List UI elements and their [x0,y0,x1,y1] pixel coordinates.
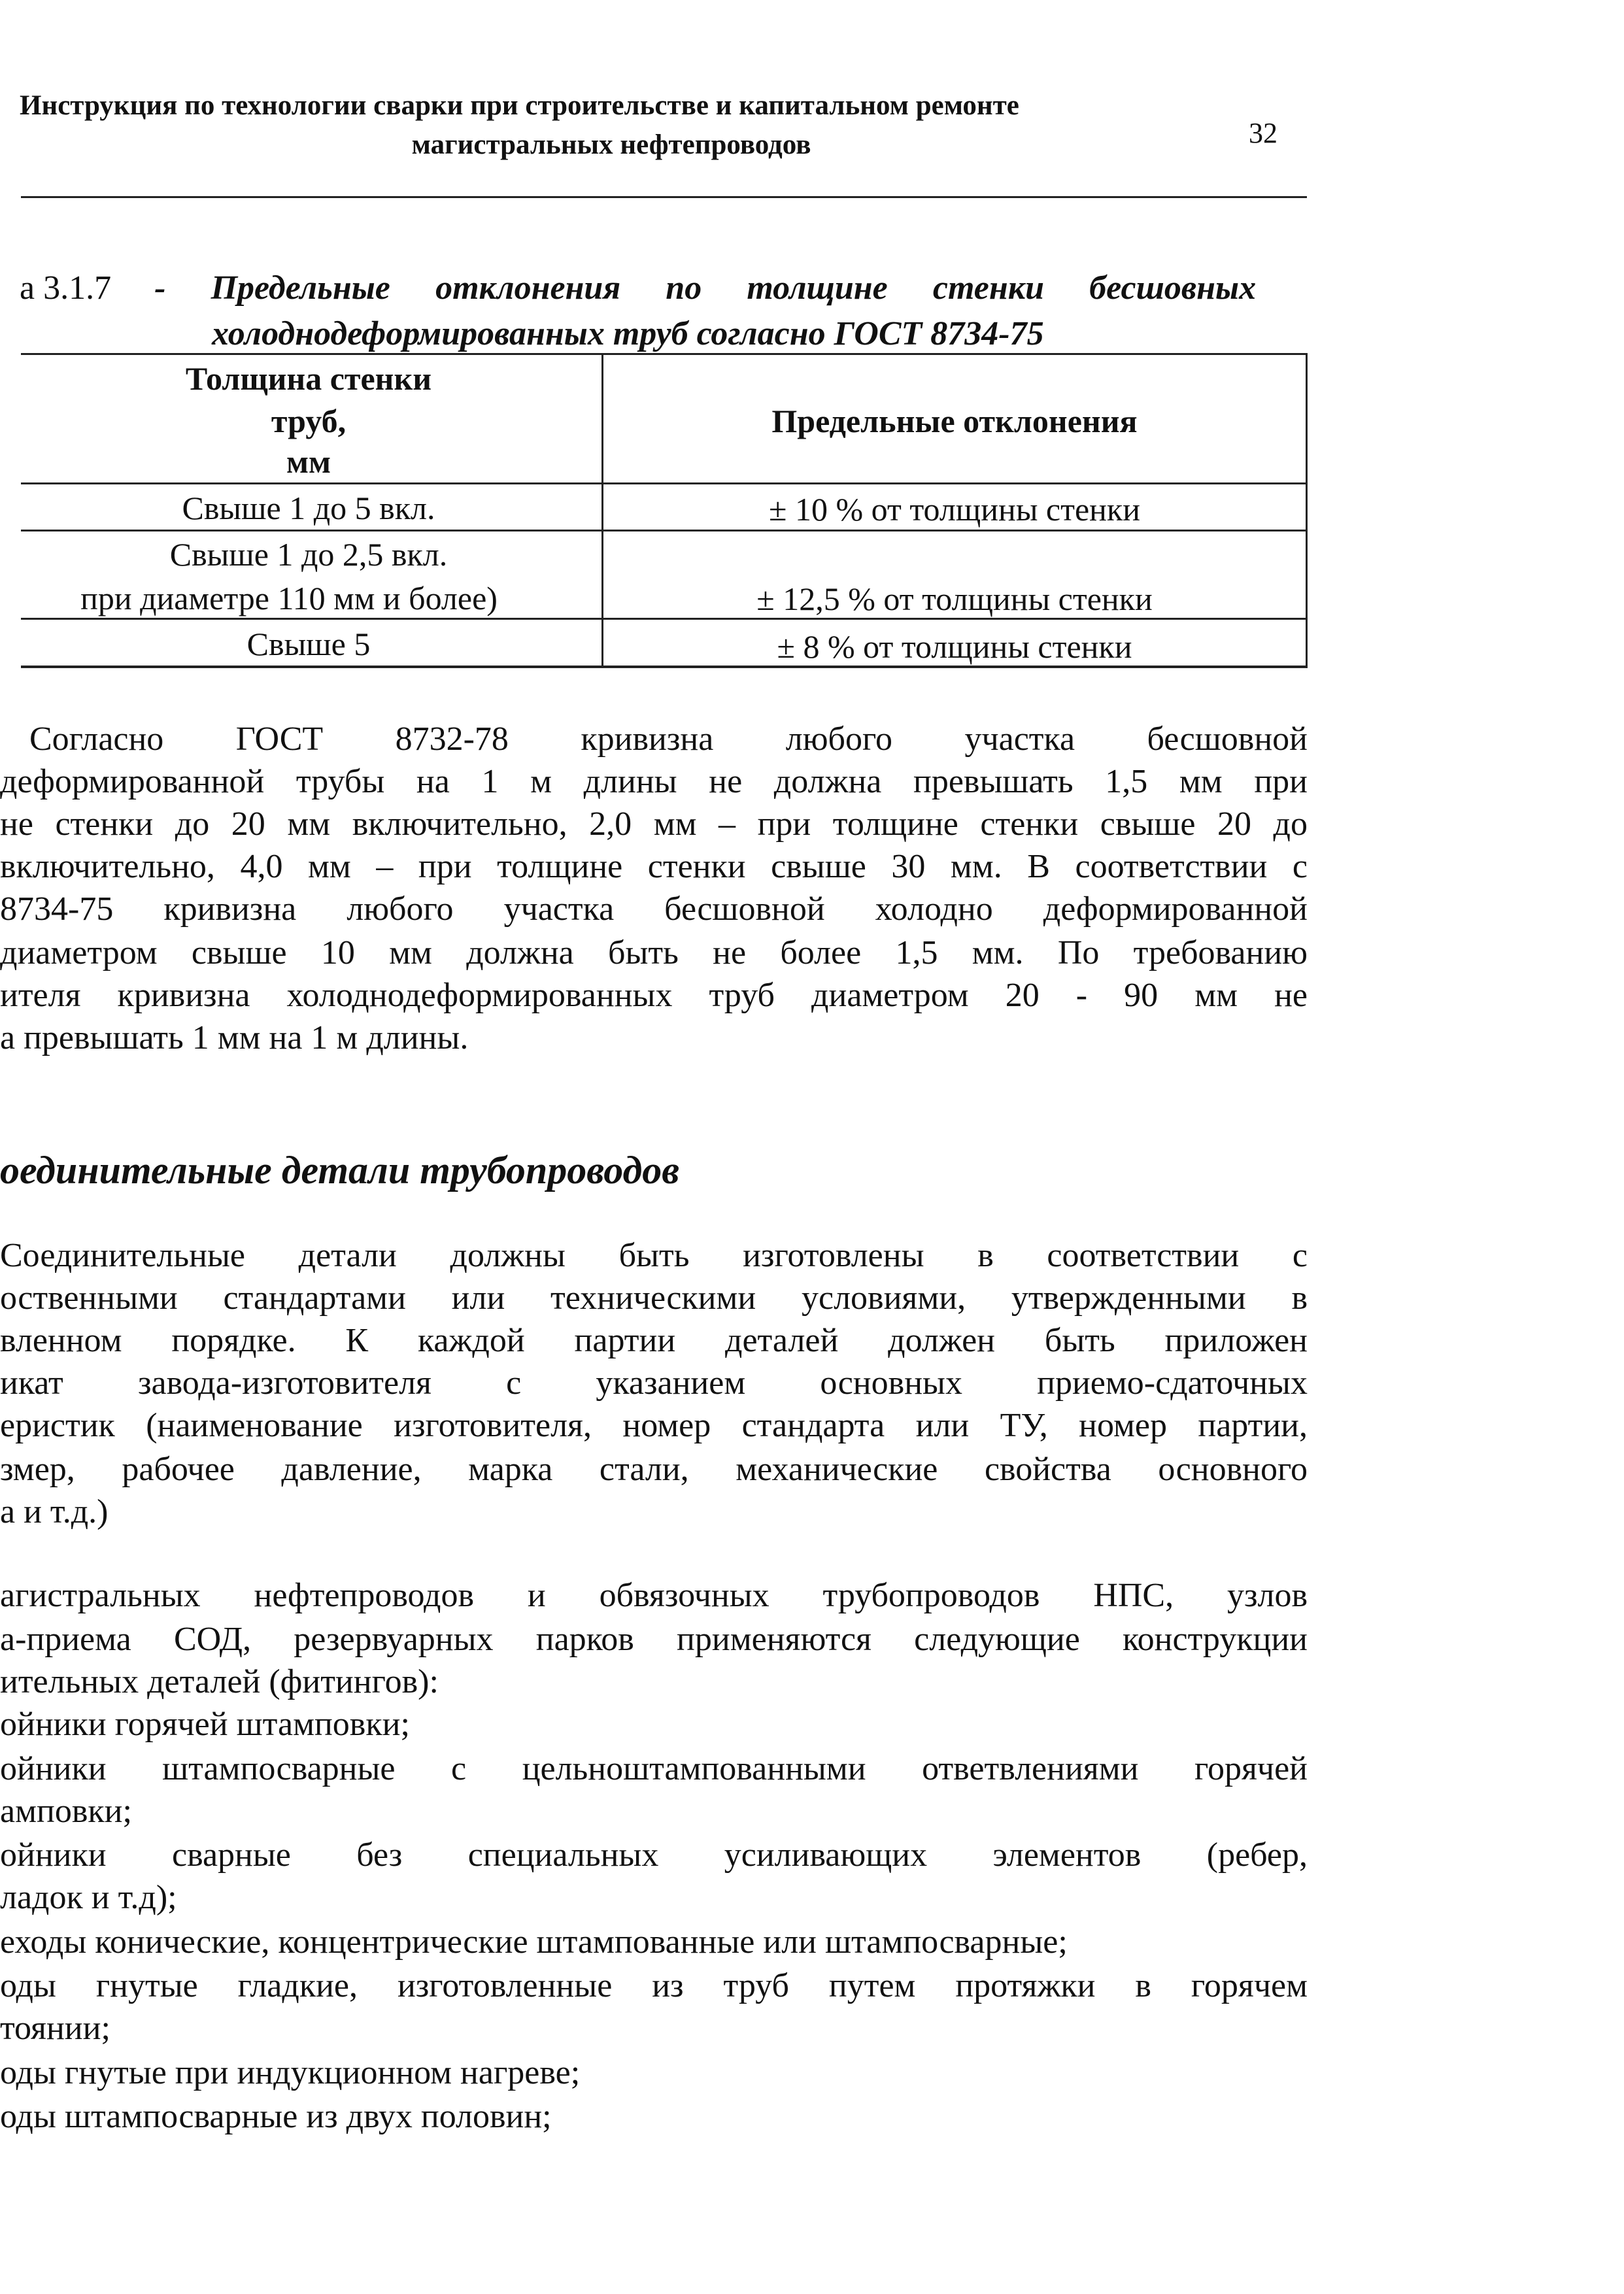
list-item: ойники штампосварные с цельноштампованными ответвлениями горячей [0,1750,1308,1787]
paragraph-1-line: 8734-75 кривизна любого участка бесшовной холодно деформированной [0,890,1308,928]
list-item: ойники сварные без специальных усиливающих элементов (ребер, [0,1836,1308,1874]
table-row-divider [21,482,1308,484]
list-item: оды гнутые при индукционном нагреве; [0,2054,581,2091]
page-number: 32 [1249,117,1277,149]
table-caption-prefix: а 3.1.7 [20,269,112,307]
table-cell-thickness: Свыше 1 до 5 вкл. [182,490,435,526]
table-cell-deviation: ± 10 % от толщины стенки [769,491,1140,528]
list-item-continuation: ладок и т.д); [0,1879,177,1916]
table-caption-title-part1: - Предельные отклонения по толщине стенки бесшовных [154,269,1257,307]
table-border-right [1306,353,1308,668]
paragraph-2-line: оственными стандартами или техническими условиями, утвержденными в [0,1279,1308,1317]
paragraph-2-line: а и т.д.) [0,1493,109,1530]
table-cell-deviation: ± 8 % от толщины стенки [777,628,1132,665]
paragraph-3-line: агистральных нефтепроводов и обвязочных трубопроводов НПС, узлов [0,1577,1308,1614]
table-border-bottom [21,666,1308,668]
paragraph-1-line: ителя кривизна холоднодеформированных труб диаметром 20 - 90 мм не [0,977,1308,1014]
paragraph-2-line: змер, рабочее давление, марка стали, механические свойства основного [0,1451,1308,1488]
list-item-continuation: тоянии; [0,2010,110,2047]
list-item: еходы конические, концентрические штампованные или штампосварные; [0,1923,1068,1961]
list-item: оды гнутые гладкие, изготовленные из труб путем протяжки в горячем [0,1967,1308,2004]
paragraph-1-line: диаметром свыше 10 мм должна быть не более 1,5 мм. По требованию [0,934,1308,971]
list-item-continuation: амповки; [0,1793,132,1830]
paragraph-1-line: не стенки до 20 мм включительно, 2,0 мм – при толщине стенки свыше 20 до [0,805,1308,843]
paragraph-1-line: а превышать 1 мм на 1 м длины. [0,1019,469,1056]
table-cell-deviation: ± 12,5 % от толщины стенки [756,581,1153,617]
deviation-table [21,353,1308,672]
table-header-thickness-line2: труб, [271,403,347,439]
table-cell-thickness: Свыше 5 [246,626,371,662]
list-item: ойники горячей штамповки; [0,1706,410,1743]
paragraph-1-line: Согласно ГОСТ 8732-78 кривизна любого участка бесшовной [29,720,1308,758]
paragraph-1-line: деформированной трубы на 1 м длины не должна превышать 1,5 мм при [0,763,1308,800]
paragraph-2-line: Соединительные детали должны быть изготовлены в соответствии с [0,1237,1308,1274]
table-caption-line1 [20,271,1256,305]
paragraph-1-line: включительно, 4,0 мм – при толщине стенки свыше 30 мм. В соответствии с [0,848,1308,885]
header-divider [21,196,1307,198]
table-header-deviation: Предельные отклонения [771,403,1138,439]
table-row-divider [21,530,1308,531]
table-cell-thickness: Свыше 1 до 2,5 вкл. [169,536,448,573]
table-row-divider [21,618,1308,620]
paragraph-3-line: а-приема СОД, резервуарных парков применяются следующие конструкции [0,1621,1308,1658]
paragraph-3-line: ительных деталей (фитингов): [0,1663,439,1700]
header-title-line2: магистральных нефтепроводов [411,129,811,160]
list-item: оды штампосварные из двух половин; [0,2098,552,2135]
table-caption-title-part2: холоднодеформированных труб согласно ГОСТ 8734-75 [212,315,1044,352]
paragraph-2-line: еристик (наименование изготовителя, номер стандарта или ТУ, номер партии, [0,1407,1308,1444]
header-title-line1: Инструкция по технологии сварки при строительстве и капитальном ремонте [20,90,1019,121]
table-header-thickness-line1: Толщина стенки [185,360,432,397]
table-cell-thickness-note: при диаметре 110 мм и более) [80,580,498,616]
table-header-thickness-line3: мм [286,443,331,480]
paragraph-2-line: икат завода-изготовителя с указанием основных приемо-сдаточных [0,1364,1308,1402]
table-border-top [21,353,1308,355]
section-title: оединительные детали трубопроводов [0,1149,680,1192]
paragraph-2-line: вленном порядке. К каждой партии деталей должен быть приложен [0,1322,1308,1359]
